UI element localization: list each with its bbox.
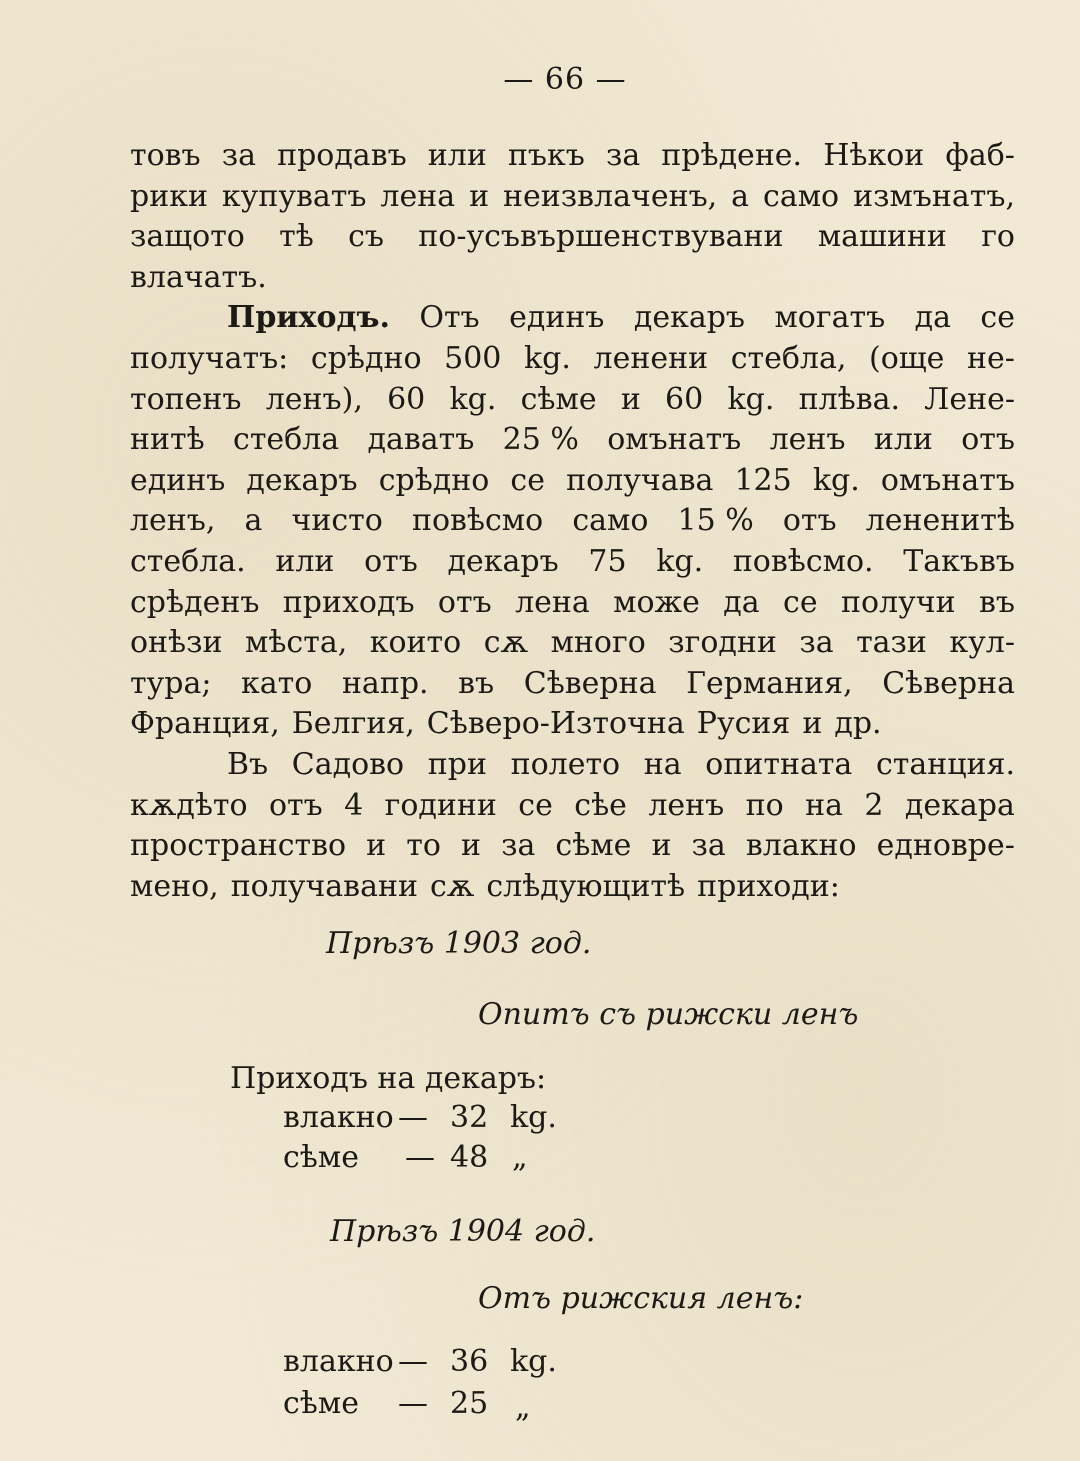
word: полето: [510, 746, 621, 782]
word: kg.: [524, 340, 571, 376]
word: повѣсмо.: [732, 543, 874, 579]
word: стебла.: [130, 543, 246, 579]
text-line: [130, 623, 1015, 664]
paragraph-2: [130, 298, 1015, 745]
word: 4: [344, 787, 364, 823]
word: kg.: [656, 543, 704, 579]
word: приходи:: [697, 868, 840, 904]
word: отъ: [961, 422, 1015, 458]
word: Сѣверна: [523, 665, 657, 701]
word: може: [613, 584, 700, 620]
word: за: [691, 828, 726, 864]
table-row-name: влакно: [283, 1344, 394, 1379]
text-line: [130, 177, 1015, 218]
word: Русия: [696, 706, 791, 742]
word: онѣзи: [130, 625, 223, 661]
paragraph-3: [130, 745, 1015, 907]
word: лена: [515, 584, 590, 620]
word: не-: [967, 340, 1015, 376]
table-row-name: сѣме: [283, 1140, 359, 1175]
word: опитната: [705, 746, 853, 782]
word: получавани: [230, 868, 418, 904]
word: въ: [979, 584, 1015, 620]
word: ленъ: [648, 787, 725, 823]
word: тази: [856, 625, 927, 661]
paragraph-1: [130, 136, 1015, 298]
word: омънатъ: [607, 422, 742, 458]
word: 15 %: [677, 503, 754, 539]
word: го: [981, 219, 1015, 255]
word: и: [469, 178, 490, 214]
text-line: [130, 786, 1015, 827]
word: се: [518, 787, 553, 823]
word: едновре-: [876, 828, 1015, 864]
word: 25 %: [502, 422, 579, 458]
word: получи: [841, 584, 956, 620]
text-line: [130, 380, 1015, 421]
word: сѫ: [483, 625, 529, 661]
word: Въ: [227, 746, 269, 782]
word: плѣва.: [798, 381, 901, 417]
word: се: [783, 584, 818, 620]
word: защото: [130, 219, 245, 255]
word: при: [427, 746, 487, 782]
word: сѫ: [429, 868, 475, 904]
year-1903-subheading: Опитъ съ рижски ленъ: [478, 997, 859, 1032]
year-1904-subheading: Отъ рижския ленъ:: [478, 1281, 804, 1316]
word: само: [572, 503, 649, 539]
word: нитѣ: [130, 422, 205, 458]
word: декаръ: [447, 543, 559, 579]
word: декаръ: [246, 462, 358, 498]
text-line: [130, 461, 1015, 502]
word: сѣме: [520, 381, 597, 417]
word: кѫдѣто: [130, 787, 248, 823]
word: получатъ:: [130, 340, 289, 376]
word: згодни: [668, 625, 777, 661]
word: неизвлаченъ,: [503, 178, 718, 214]
table-row-unit: „: [512, 1140, 528, 1175]
table-row-unit: kg.: [510, 1100, 557, 1135]
word: и: [366, 828, 387, 864]
word: тура;: [130, 665, 212, 701]
word: пъкъ: [507, 138, 585, 173]
table-row-unit: kg.: [510, 1344, 557, 1379]
table-row-value: 48: [450, 1140, 489, 1175]
word: Сѣверо-Източна: [426, 706, 685, 742]
word: топенъ: [130, 381, 242, 417]
word: мено,: [130, 868, 219, 904]
word: декаръ: [633, 300, 746, 336]
word: даватъ: [367, 422, 475, 458]
word: или: [275, 543, 335, 579]
word: омънатъ: [880, 462, 1015, 498]
text-line: [130, 664, 1015, 705]
word: за: [605, 138, 641, 173]
word: 125: [734, 462, 792, 498]
word: единъ: [509, 300, 605, 336]
word: съ: [348, 219, 384, 255]
text-line: [130, 258, 1015, 299]
word: години: [384, 787, 497, 823]
word: за: [221, 138, 256, 173]
word: слѣдующитѣ: [486, 868, 686, 904]
word: то: [406, 828, 441, 864]
word: на: [643, 746, 682, 782]
word: прѣдене.: [661, 138, 803, 173]
word: Лене-: [924, 381, 1015, 417]
text-line: [130, 867, 1015, 908]
word: стебла,: [730, 340, 847, 376]
word: отъ: [268, 787, 323, 823]
word: и: [620, 381, 641, 417]
table-row-dash: —: [405, 1140, 435, 1175]
word: др.: [834, 706, 882, 742]
word: срѣдно: [378, 462, 490, 498]
word: тѣ: [279, 219, 314, 255]
table-row-dash: —: [398, 1344, 428, 1379]
word: а: [731, 178, 750, 214]
word: и: [461, 828, 481, 864]
table-row-dash: —: [398, 1386, 428, 1421]
word: измънатъ,: [853, 178, 1015, 214]
text-line: [130, 745, 1015, 786]
word: влакно: [745, 828, 857, 864]
table-row-unit: „: [515, 1390, 531, 1425]
page-number: — 66 —: [503, 62, 627, 97]
text-line: [130, 217, 1015, 258]
word: само: [763, 178, 840, 214]
word: или: [427, 138, 487, 173]
text-line: [130, 298, 1015, 339]
word: приходъ: [282, 584, 415, 620]
word: влачатъ.: [130, 259, 267, 295]
word: чисто: [291, 503, 383, 539]
word: много: [550, 625, 646, 661]
word: станция.: [875, 746, 1015, 782]
word: ленъ,: [130, 503, 216, 539]
word: 60: [665, 381, 704, 417]
table-row-value: 36: [450, 1344, 489, 1379]
word: а: [244, 503, 263, 539]
word: декара: [904, 787, 1015, 823]
word: по: [745, 787, 784, 823]
word: Отъ: [419, 300, 480, 336]
word: сѣе: [574, 787, 627, 823]
word: лена: [380, 178, 456, 214]
word: се: [980, 300, 1015, 336]
word: напр.: [341, 665, 429, 701]
word: ленъ: [769, 422, 846, 458]
year-1903-label: Приходъ на декаръ:: [230, 1061, 547, 1096]
word: отъ: [437, 584, 492, 620]
word: Садово: [291, 746, 405, 782]
word: на: [805, 787, 843, 823]
text-line: [130, 501, 1015, 542]
word: отъ: [364, 543, 418, 579]
word: 500: [444, 340, 502, 376]
word: за: [799, 625, 834, 661]
word: ленъ),: [265, 381, 363, 417]
word: да: [723, 584, 760, 620]
word: Германия,: [686, 665, 853, 701]
word: рики: [130, 178, 208, 214]
word: повѣсмо: [411, 503, 544, 539]
word: получава: [566, 462, 714, 498]
word: за: [501, 828, 536, 864]
text-line: [130, 136, 1015, 177]
word: стебла: [233, 422, 340, 458]
word: въ: [458, 665, 495, 701]
word: да: [914, 300, 951, 336]
word: kg.: [812, 462, 860, 498]
word: или: [873, 422, 933, 458]
word: се: [510, 462, 545, 498]
word: срѣдно: [310, 340, 422, 376]
word: които: [369, 625, 462, 661]
word: кул-: [949, 625, 1015, 661]
word: 60: [387, 381, 426, 417]
word: и: [802, 706, 823, 742]
word: по-усъвършенствувани: [418, 219, 784, 255]
word: единъ: [130, 462, 226, 498]
year-1903-heading: Прѣзъ 1903 год.: [326, 926, 592, 961]
word: Сѣверна: [882, 665, 1015, 701]
word: като: [241, 665, 313, 701]
word: фаб-: [945, 138, 1015, 173]
table-row-value: 32: [450, 1100, 489, 1135]
word: купуватъ: [221, 178, 367, 214]
word: ленени: [593, 340, 709, 376]
word: мѣста,: [245, 625, 348, 661]
word: 2: [864, 787, 884, 823]
word: (още: [869, 340, 945, 376]
word: 75: [588, 543, 627, 579]
body-text: [130, 136, 1015, 907]
text-line: [130, 542, 1015, 583]
table-row-name: влакно: [283, 1100, 394, 1135]
word: Нѣкои: [823, 138, 925, 173]
year-1904-heading: Прѣзъ 1904 год.: [330, 1214, 596, 1249]
word: и: [651, 828, 672, 864]
word: лененитѣ: [865, 503, 1015, 539]
word: продавъ: [277, 138, 407, 173]
word: Франция,: [130, 706, 280, 742]
word: товъ: [130, 138, 201, 173]
word: пространство: [130, 828, 347, 864]
word: kg.: [727, 381, 775, 417]
table-row-name: сѣме: [283, 1386, 359, 1421]
text-line: [130, 583, 1015, 624]
word: могатъ: [774, 300, 886, 336]
word: отъ: [782, 503, 837, 539]
word: машини: [817, 219, 947, 255]
table-row-dash: —: [398, 1100, 428, 1135]
text-line: [130, 420, 1015, 461]
text-line: [130, 826, 1015, 867]
text-line: [130, 704, 1015, 745]
word: срѣденъ: [130, 584, 260, 620]
word: Такъвъ: [903, 543, 1015, 579]
table-row-value: 25: [450, 1386, 489, 1421]
text-line: [130, 339, 1015, 380]
word: Белгия,: [291, 706, 415, 742]
word: сѣме: [555, 828, 632, 864]
paragraph-heading: Приходъ.: [227, 300, 390, 336]
word: kg.: [449, 381, 497, 417]
